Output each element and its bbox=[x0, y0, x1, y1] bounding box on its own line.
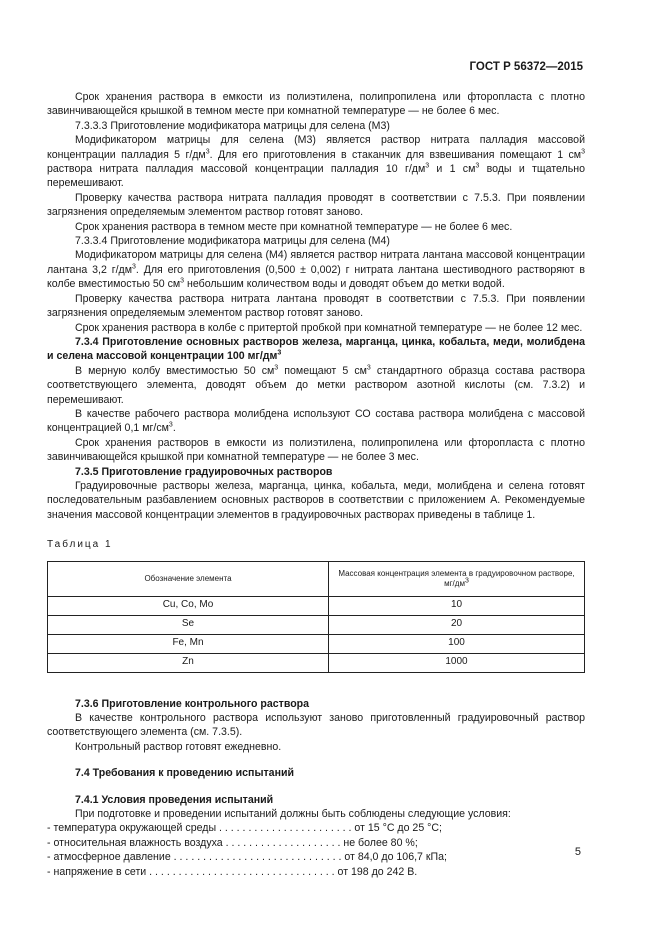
text-fragment: небольшим количеством воды и доводят объем до метки водой. bbox=[184, 278, 505, 291]
superscript: 3 bbox=[425, 162, 430, 170]
table-row bbox=[48, 615, 585, 634]
table-header-row bbox=[48, 561, 585, 596]
superscript: 3 bbox=[132, 263, 136, 271]
paragraph: Градуировочные растворы железа, марганца, цинка, кобальта, меди, молибдена и селена готовят последовательным разбавлением основных растворов в соответствии с приложением А. Рекомендуемые значения массовой концентрации элементов в градуировочных растворах приведены в таблице 1. bbox=[47, 479, 585, 521]
paragraph bbox=[47, 248, 585, 291]
paragraph: Срок хранения раствора в темном месте при комнатной температуре — не более 6 мес. bbox=[75, 220, 513, 233]
superscript: 3 bbox=[274, 364, 279, 372]
cell-concentration: 1000 bbox=[329, 653, 585, 672]
text-fragment: и 1 см bbox=[429, 163, 476, 176]
document-body bbox=[47, 90, 585, 879]
table-row bbox=[48, 634, 585, 653]
paragraph: Срок хранения раствора в колбе с притертой пробкой при комнатной температуре — не более 12 мес. bbox=[75, 321, 583, 334]
paragraph: Срок хранения раствора в емкости из полиэтилена, полипропилена или фторопласта с плотно завинчивающейся крышкой в темном месте при комнатной температуре — не более 6 мес. bbox=[47, 91, 585, 118]
page-number: 5 bbox=[574, 846, 581, 858]
section-heading-7-3-5: 7.3.5 Приготовление градуировочных растворов bbox=[75, 465, 333, 478]
conditions-list bbox=[47, 821, 585, 879]
paragraph: Проверку качества раствора нитрата палладия проводят в соответствии с 7.5.3. При появлении загрязнения определяемым элементом раствор готовят заново. bbox=[47, 191, 585, 219]
text-fragment: воды и тщательно перемешивают. bbox=[47, 163, 585, 190]
cell-concentration: 100 bbox=[329, 634, 585, 653]
text-fragment: стандартного образца состава раствора соответствующего элемента, доводят объем до метки раствором азотной кислоты (см. 7.3.2) и перемешивают. bbox=[47, 364, 585, 406]
text-fragment: В качестве рабочего раствора молибдена используют СО состава раствора молибдена с массовой концентрацией 0,1 мг/см bbox=[47, 407, 585, 435]
condition-item: - напряжение в сети . . . . . . . . . . . . . . . . . . . . . . . . . . . . . . . . от 198 до 242 В. bbox=[47, 865, 418, 878]
cell-element: Zn bbox=[48, 653, 329, 672]
section-heading-7-3-4 bbox=[47, 335, 585, 364]
paragraph: При подготовке и проведении испытаний должны быть соблюдены следующие условия: bbox=[75, 808, 511, 821]
paragraph bbox=[47, 407, 585, 436]
cell-concentration: 10 bbox=[329, 596, 585, 615]
table-caption: Таблица 1 bbox=[47, 539, 113, 551]
table-row bbox=[48, 653, 585, 672]
cell-element: Fe, Mn bbox=[48, 634, 329, 653]
text-fragment: Массовая концентрация элемента в градуировочном растворе, мг/дм bbox=[338, 568, 575, 588]
condition-item: - температура окружающей среды . . . . . . . . . . . . . . . . . . . . . . . от 15 °С до 25 °С; bbox=[47, 822, 442, 835]
concentration-table bbox=[47, 561, 585, 673]
table-row bbox=[48, 596, 585, 615]
cell-concentration: 20 bbox=[329, 615, 585, 634]
doc-number-header: ГОСТ Р 56372—2015 bbox=[469, 61, 583, 73]
cell-element: Se bbox=[48, 615, 329, 634]
paragraph: Срок хранения растворов в емкости из полиэтилена, полипропилена или фторопласта с плотно завинчивающейся крышкой при комнатной температуре — не более 3 мес. bbox=[47, 436, 585, 464]
superscript: 3 bbox=[581, 148, 585, 156]
text-fragment: Модификатором матрицы для селена (М3) является раствор нитрата палладия массовой концентрации палладия 5 г/дм bbox=[47, 134, 585, 161]
cell-element: Cu, Co, Mo bbox=[48, 596, 329, 615]
text-fragment: помещают 5 см bbox=[278, 364, 367, 377]
superscript: 3 bbox=[366, 364, 371, 372]
paragraph: Проверку качества раствора нитрата лантана проводят в соответствии с 7.5.3. При появлении загрязнения определяемым элементом раствор готовят заново. bbox=[47, 292, 585, 320]
text-fragment: . Для его приготовления (0,500 ± 0,002) г нитрата лантана шестиводного растворяют в колбе вместимостью 50 см bbox=[47, 263, 585, 291]
section-heading-7-3-3-3: 7.3.3.3 Приготовление модификатора матрицы для селена (М3) bbox=[75, 119, 390, 132]
section-heading-7-4: 7.4 Требования к проведению испытаний bbox=[75, 767, 294, 780]
text-fragment: 7.3.4 Приготовление основных растворов железа, марганца, цинка, кобальта, меди, молибдена и селена массовой концентрации 100 мг/дм bbox=[47, 335, 585, 363]
text-fragment: В мерную колбу вместимостью 50 см bbox=[75, 364, 275, 377]
condition-item: - атмосферное давление . . . . . . . . . . . . . . . . . . . . . . . . . . . . . от 84,0 до 106,7 кПа; bbox=[47, 851, 447, 864]
section-heading-7-3-6: 7.3.6 Приготовление контрольного раствора bbox=[75, 697, 310, 710]
section-heading-7-3-3-4: 7.3.3.4 Приготовление модификатора матрицы для селена (М4) bbox=[75, 235, 390, 248]
text-fragment: Модификатором матрицы для селена (М4) является раствор нитрата лантана массовой концентрации лантана 3,2 г/дм bbox=[47, 249, 585, 276]
table-body bbox=[48, 596, 585, 672]
superscript: 3 bbox=[464, 576, 469, 584]
paragraph: В качестве контрольного раствора используют заново приготовленный градуировочный раствор соответствующего элемента (см. 7.3.5). bbox=[47, 712, 585, 739]
superscript: 3 bbox=[277, 349, 282, 357]
paragraph: Контрольный раствор готовят ежедневно. bbox=[75, 740, 282, 753]
column-header-concentration bbox=[329, 561, 585, 596]
column-header-element: Обозначение элемента bbox=[48, 561, 329, 596]
paragraph bbox=[47, 364, 585, 407]
superscript: 3 bbox=[205, 148, 210, 156]
text-fragment: раствора нитрата палладия массовой концентрации палладия 10 г/дм bbox=[47, 163, 426, 176]
section-heading-7-4-1: 7.4.1 Условия проведения испытаний bbox=[75, 793, 274, 806]
superscript: 3 bbox=[168, 421, 173, 429]
text-fragment: . Для его приготовления в стаканчик для взвешивания помещают 1 см bbox=[209, 148, 582, 161]
superscript: 3 bbox=[180, 277, 185, 285]
paragraph bbox=[47, 133, 585, 191]
condition-item: - относительная влажность воздуха . . . . . . . . . . . . . . . . . . . . не более 80 %; bbox=[47, 836, 418, 849]
text-fragment: . bbox=[172, 422, 176, 435]
superscript: 3 bbox=[475, 162, 480, 170]
